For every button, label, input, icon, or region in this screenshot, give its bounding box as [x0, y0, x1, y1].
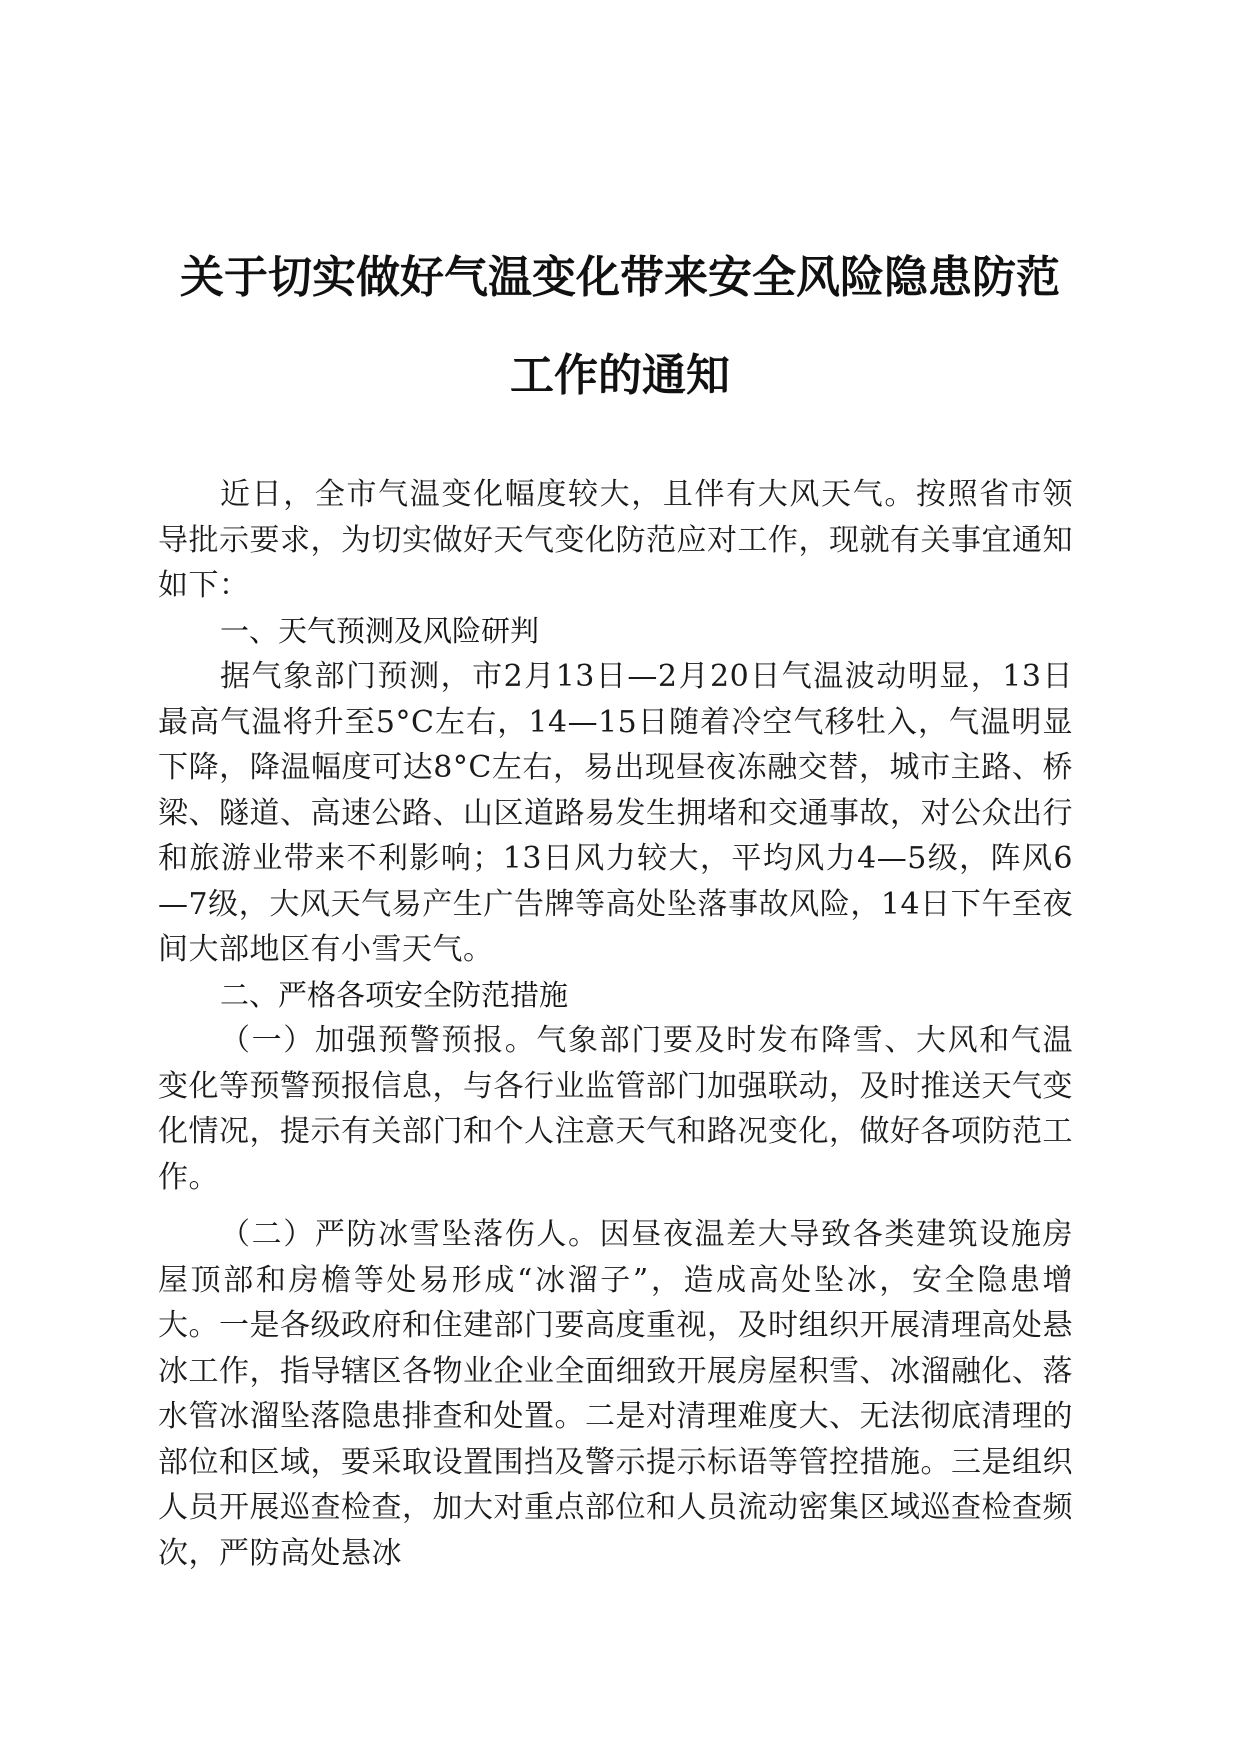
section-2-heading: 二、严格各项安全防范措施 — [220, 977, 569, 1012]
intro-paragraph: 近日，全市气温变化幅度较大，且伴有大风天气。按照省市领导批示要求，为切实做好天气变化防范应对工作，现就有关事宜通知如下： — [158, 477, 1073, 603]
title-line-1: 关于切实做好气温变化带来安全风险隐患防范 — [180, 252, 1060, 303]
section-1-paragraph: 据气象部门预测，市2月13日—2月20日气温波动明显，13日最高气温将升至5°C左右，14—15日随着冷空气移牡入，气温明显下降，降温幅度可达8°C左右，易出现昼夜冻融交替，城市主路、桥梁、隧道、高速公路、山区道路易发生拥堵和交通事故，对公众出行和旅游业带来不利影响；13日风力较大，平均风力4—5级，阵风6—7级，大风天气易产生广告牌等高处坠落事故风险，14日下午至夜间大部地区有小雪天气。 — [158, 659, 1073, 967]
section-2-item-2: （二）严防冰雪坠落伤人。因昼夜温差大导致各类建筑设施房屋顶部和房檐等处易形成“冰溜子”，造成高处坠冰，安全隐患增大。一是各级政府和住建部门要高度重视，及时组织开展清理高处悬冰工作，指导辖区各物业企业全面细致开展房屋积雪、冰溜融化、落水管冰溜坠落隐患排查和处置。二是对清理难度大、无法彻底清理的部位和区域，要采取设置围挡及警示提示标语等管控措施。三是组织人员开展巡查检查，加大对重点部位和人员流动密集区域巡查检查频次，严防高处悬冰 — [158, 1217, 1073, 1571]
document-title — [140, 250, 1100, 404]
section-2-item-1: （一）加强预警预报。气象部门要及时发布降雪、大风和气温变化等预警预报信息，与各行业监管部门加强联动，及时推送天气变化情况，提示有关部门和个人注意天气和路况变化，做好各项防范工作。 — [158, 1023, 1073, 1195]
title-line-2: 工作的通知 — [510, 350, 730, 401]
section-1-heading: 一、天气预测及风险研判 — [220, 613, 540, 648]
document-body — [158, 472, 1073, 1576]
